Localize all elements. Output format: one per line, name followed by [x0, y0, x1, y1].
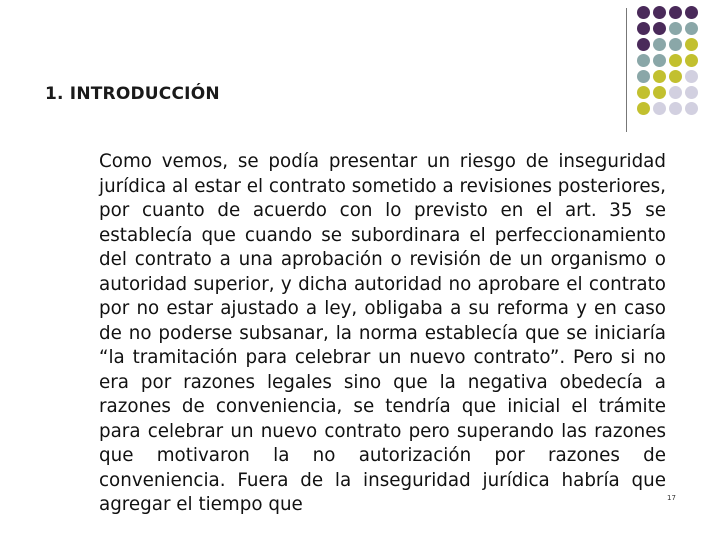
- decorative-dot: [669, 86, 682, 99]
- decorative-dot: [637, 54, 650, 67]
- decorative-dot: [685, 102, 698, 115]
- slide-title: 1. INTRODUCCIÓN: [45, 84, 220, 104]
- decorative-dot: [653, 6, 666, 19]
- decorative-dot: [669, 54, 682, 67]
- divider-line: [626, 8, 627, 132]
- slide-body-text: Como vemos, se podía presentar un riesgo de inseguridad jurídica al estar el contrato sometido a revisiones posteriores, por cuanto de acuerdo con lo previsto en el art. 35 se establecía que cuando se subordinara el perfeccionamiento del contrato a una aprobación o revisión de un organismo o autoridad superior, y dicha autoridad no aprobare el contrato por no estar ajustado a ley, obligaba a su reforma y en caso de no poderse subsanar, la norma establecía que se iniciaría “la tramitación para celebrar un nuevo contrato”. Pero si no era por razones legales sino que la negativa obedecía a razones de conveniencia, se tendría que inicial el trámite para celebrar un nuevo contrato pero superando las razones que motivaron la no autorización por razones de conveniencia. Fuera de la inseguridad jurídica habría que agregar el tiempo que: [99, 151, 666, 515]
- decorative-dot: [653, 22, 666, 35]
- page-number: 17: [667, 494, 676, 502]
- decorative-dot: [637, 38, 650, 51]
- decorative-dot: [669, 6, 682, 19]
- decorative-dot: [653, 38, 666, 51]
- decorative-dot: [669, 70, 682, 83]
- decorative-dot: [653, 102, 666, 115]
- decorative-dot: [653, 54, 666, 67]
- decorative-dot: [685, 38, 698, 51]
- decorative-dot: [637, 22, 650, 35]
- decorative-dot: [669, 22, 682, 35]
- decorative-dot: [685, 70, 698, 83]
- decorative-dot: [685, 6, 698, 19]
- decorative-dot-grid: [637, 6, 720, 116]
- decorative-dot: [637, 86, 650, 99]
- decorative-dot: [685, 22, 698, 35]
- decorative-dot: [637, 102, 650, 115]
- decorative-dot: [669, 102, 682, 115]
- decorative-dot: [653, 86, 666, 99]
- decorative-dot: [685, 86, 698, 99]
- decorative-dot: [637, 6, 650, 19]
- decorative-dot: [685, 54, 698, 67]
- decorative-dot: [637, 70, 650, 83]
- decorative-dot: [669, 38, 682, 51]
- decorative-dot: [653, 70, 666, 83]
